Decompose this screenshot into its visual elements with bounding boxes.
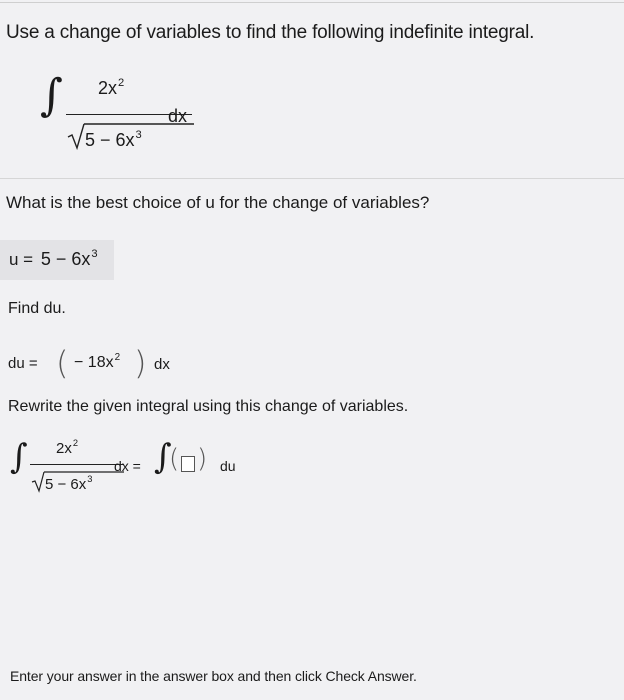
find-du-label: Find du.	[8, 300, 66, 317]
rewrite-dx-equals: dx =	[114, 458, 141, 474]
du-value: − $18x^2$	[74, 351, 121, 371]
rewrite-integral	[10, 436, 270, 506]
u-label: u =	[9, 250, 34, 269]
u-question: What is the best choice of u for the change of variables?	[6, 193, 430, 212]
rewrite-denominator: $5 - 6x^3$	[45, 474, 93, 493]
given-integral	[40, 70, 220, 174]
integral-numerator: $2x^2$	[98, 76, 125, 98]
top-divider	[0, 2, 624, 3]
rewrite-fraction-bar	[30, 464, 124, 465]
rewrite-prompt: Rewrite the given integral using this change of variables.	[8, 398, 409, 415]
sqrt-symbol	[66, 124, 86, 150]
rewrite-integral-sign: ∫	[10, 437, 28, 477]
rewrite-right-paren: )	[197, 444, 208, 474]
u-answer	[9, 249, 98, 270]
problem-prompt: Use a change of variables to find the following indefinite integral.	[6, 22, 535, 43]
du-label: du =	[8, 355, 38, 372]
left-paren: (	[56, 344, 69, 382]
rewrite-left-paren: (	[169, 444, 180, 474]
footer-instructions: Enter your answer in the answer box and then click Check Answer.	[10, 668, 417, 684]
u-value: $5 - 6x^3$	[40, 247, 98, 269]
rewrite-numerator: $2x^2$	[56, 438, 79, 457]
rewrite-result-integral-sign: ∫	[154, 437, 172, 477]
section-divider	[0, 178, 624, 179]
integral-denominator: $5 - 6x^3$	[85, 128, 142, 150]
rewrite-sqrt-symbol	[30, 472, 46, 492]
integral-dx: dx	[168, 106, 188, 126]
du-answer	[8, 344, 208, 384]
rewrite-answer-input[interactable]	[181, 456, 195, 472]
du-dx: dx	[154, 356, 170, 373]
right-paren: )	[134, 344, 147, 382]
rewrite-du: du	[220, 458, 236, 474]
integral-sign: ∫	[40, 70, 63, 121]
